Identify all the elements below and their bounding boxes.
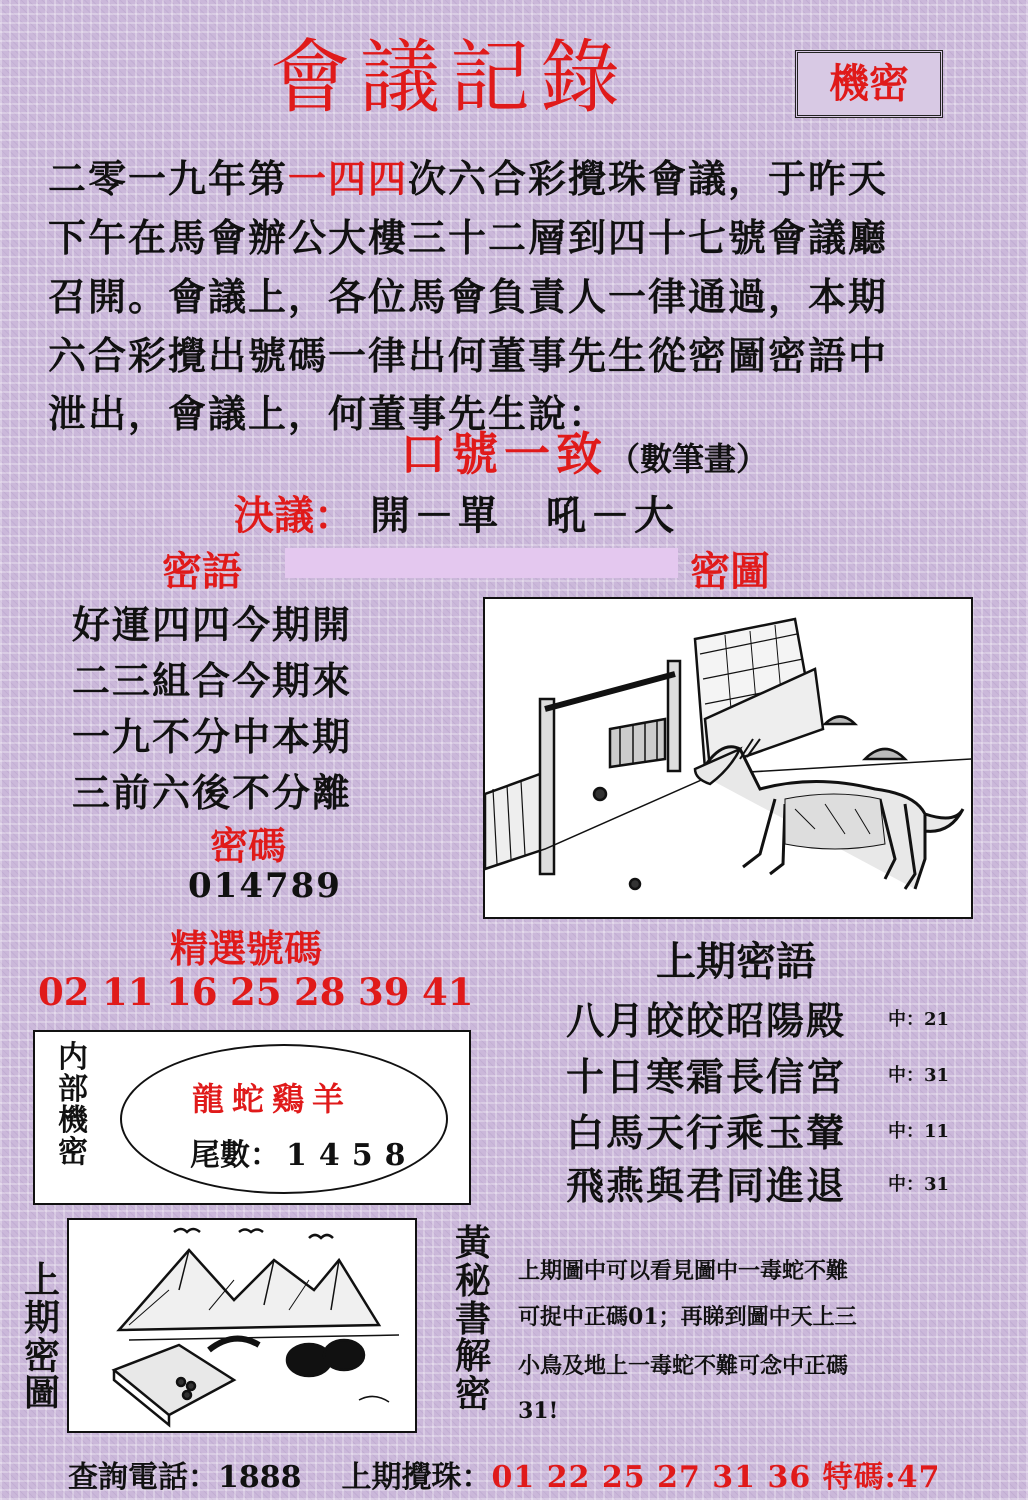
masked-bar [285, 548, 678, 578]
intro-line-3: 召開。會議上，各位馬會負責人一律通過，本期 [48, 274, 889, 319]
intro-line-1-prefix: 二零一九年第 [48, 156, 289, 201]
intro-line-5: 泄出，會議上，何董事先生說： [48, 391, 609, 436]
last-words-hit: 中：11 [888, 1121, 950, 1142]
secret-words-heading: 密語 [162, 548, 242, 595]
footer [68, 1452, 1008, 1496]
slogan-text: 口號一致 [400, 427, 608, 481]
pick-number: 25 [230, 970, 282, 1014]
secret-words-line: 三前六後不分離 [72, 770, 353, 815]
secret-picture-frame [483, 597, 973, 919]
secretary-line: 上期圖中可以看見圖中一毒蛇不難 [518, 1258, 849, 1284]
resolution-row [234, 484, 834, 539]
pick-number: 16 [166, 970, 218, 1014]
last-words-hit: 中：21 [888, 1009, 950, 1030]
resolution-value: 開－單 吼－大 [370, 492, 678, 539]
secret-code-heading: 密碼 [210, 823, 287, 868]
draw-label: 上期攪珠： [341, 1460, 492, 1495]
picks-list [38, 970, 478, 1014]
slogan-row [400, 418, 900, 481]
last-words-hit: 中：31 [888, 1065, 950, 1086]
intro-line-1 [48, 150, 993, 208]
confidential-stamp: 機密 [795, 50, 943, 118]
secretary-line: 小鳥及地上一毒蛇不難可念中正碼 [518, 1353, 849, 1379]
pick-number: 41 [422, 970, 474, 1014]
last-words-line: 十日寒霜長信宮 [566, 1054, 847, 1099]
last-picture-frame [67, 1218, 417, 1433]
secret-code-value: 014789 [188, 866, 342, 906]
pick-number: 02 [38, 970, 90, 1014]
pick-number: 28 [294, 970, 346, 1014]
intro-line-2: 下午在馬會辦公大樓三十二層到四十七號會議廳 [48, 215, 889, 260]
last-picture-label: 上期密圖 [23, 1259, 60, 1415]
secret-words-line: 好運四四今期開 [72, 602, 353, 647]
tail-row [190, 1130, 418, 1174]
pick-number: 39 [358, 970, 410, 1014]
inside-secret-label: 内部機密 [58, 1040, 88, 1170]
tail-digits: 1458 [286, 1138, 418, 1173]
horse-fence-illustration-icon [485, 599, 971, 917]
last-words-line: 白馬天行乘玉輦 [566, 1110, 847, 1155]
secret-words-line: 二三組合今期來 [72, 658, 353, 703]
zodiac-oval [120, 1044, 448, 1194]
mountains-birds-snake-illustration-icon [69, 1220, 415, 1431]
secretary-label: 黃秘書解密 [454, 1222, 491, 1416]
resolution-label: 決議： [234, 492, 354, 539]
pick-number: 11 [102, 970, 154, 1014]
zodiac-signs: 龍蛇鷄羊 [192, 1080, 353, 1118]
secret-words-line: 一九不分中本期 [72, 714, 353, 759]
secretary-line: 31! [518, 1398, 559, 1424]
tail-label: 尾數： [190, 1138, 280, 1173]
last-words-heading: 上期密語 [656, 938, 816, 985]
intro-line-4: 六合彩攪出號碼一律出何董事先生從密圖密語中 [48, 333, 889, 378]
phone-label: 查詢電話： [68, 1460, 218, 1495]
intro-issue-number: 一四四 [288, 156, 409, 201]
secret-picture-heading: 密圖 [690, 548, 770, 595]
inside-secret-box [33, 1030, 471, 1205]
phone-number: 1888 [218, 1460, 302, 1495]
picks-heading: 精選號碼 [170, 926, 323, 971]
draw-numbers: 01 22 25 27 31 36 特碼:47 [491, 1460, 941, 1495]
last-words-line: 飛燕與君同進退 [566, 1163, 847, 1208]
secretary-line: 可捉中正碼01；再睇到圖中天上三 [518, 1304, 857, 1330]
slogan-note: （數筆畫） [608, 440, 769, 478]
page-title: 會議記錄 [270, 31, 630, 124]
last-words-hit: 中：31 [888, 1174, 950, 1195]
intro-line-1-suffix: 次六合彩攪珠會議，于昨天 [408, 156, 889, 201]
last-words-line: 八月皎皎昭陽殿 [566, 998, 847, 1043]
